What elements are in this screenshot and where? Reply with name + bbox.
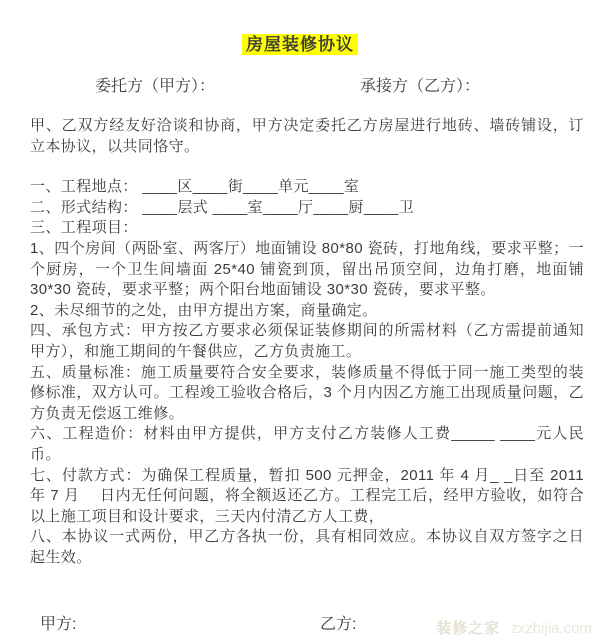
parties-row — [0, 77, 600, 97]
clause-8-copies: 八、本协议一式两份，甲乙方各执一份，具有相同效应。本协议自双方签字之日起生效。 — [30, 528, 584, 566]
watermark — [436, 620, 592, 638]
title-highlight: 房屋装修协议 — [242, 34, 358, 55]
clause-3-item-1: 1、四个房间（两卧室、两客厅）地面铺设 80*80 瓷砖，打地角线，要求平整；一个厨房，一个卫生间墙面 25*40 铺瓷到顶，留出吊顶空间，边角打磨，地面铺 30*30 瓷砖，要求平整；两个阳台地面铺设 30*30 瓷砖，要求平整。 — [30, 239, 584, 299]
clause-4-contracting: 四、承包方式：甲方按乙方要求必须保证装修期间的所需材料（乙方需提前通知甲方），和施工期间的午餐供应，乙方负责施工。 — [30, 322, 584, 360]
clause-1-location: 一、工程地点： ____区____街____单元____室 — [30, 178, 360, 196]
signature-party-b-label: 乙方: — [320, 616, 357, 634]
clause-3-item-2: 2、未尽细节的之处，由甲方提出方案，商量确定。 — [30, 301, 378, 319]
page-title — [0, 0, 600, 56]
contract-body — [30, 116, 584, 568]
watermark-site-name: 装修之家 — [436, 620, 501, 637]
watermark-site-url: zxzhijia.com — [510, 620, 592, 637]
signature-party-a-label: 甲方: — [40, 616, 77, 634]
clause-7-payment: 七、付款方式：为确保工程质量，暂扣 500 元押金，2011 年 4 月_ _日至 2011 年 7 月 日内无任何问题，将全额返还乙方。工程完工后，经甲方验收，如符合以上施工项目和设计要求，三天内付清乙方人工费， — [30, 466, 584, 525]
party-b-label: 承接方（乙方）： — [360, 78, 481, 95]
clause-3-projects-heading: 三、工程项目： — [30, 219, 138, 237]
paragraph-spacer — [30, 157, 584, 177]
party-a-label: 委托方（甲方）： — [95, 78, 216, 95]
clause-5-quality: 五、质量标准：施工质量要符合安全要求，装修质量不得低于同一施工类型的装修标准，双方认可。工程竣工验收合格后，3 个月内因乙方施工出现质量问题，乙方负责无偿返工维修。 — [30, 363, 584, 422]
intro-paragraph: 甲、乙双方经友好洽谈和协商，甲方决定委托乙方房屋进行地砖、墙砖铺设，订立本协议，以共同恪守。 — [30, 117, 584, 155]
clause-6-cost: 六、工程造价：材料由甲方提供，甲方支付乙方装修人工费_____ ____元人民币。 — [30, 425, 584, 463]
clause-2-structure: 二、形式结构： ____层式 ____室____厅____厨____卫 — [30, 198, 415, 216]
